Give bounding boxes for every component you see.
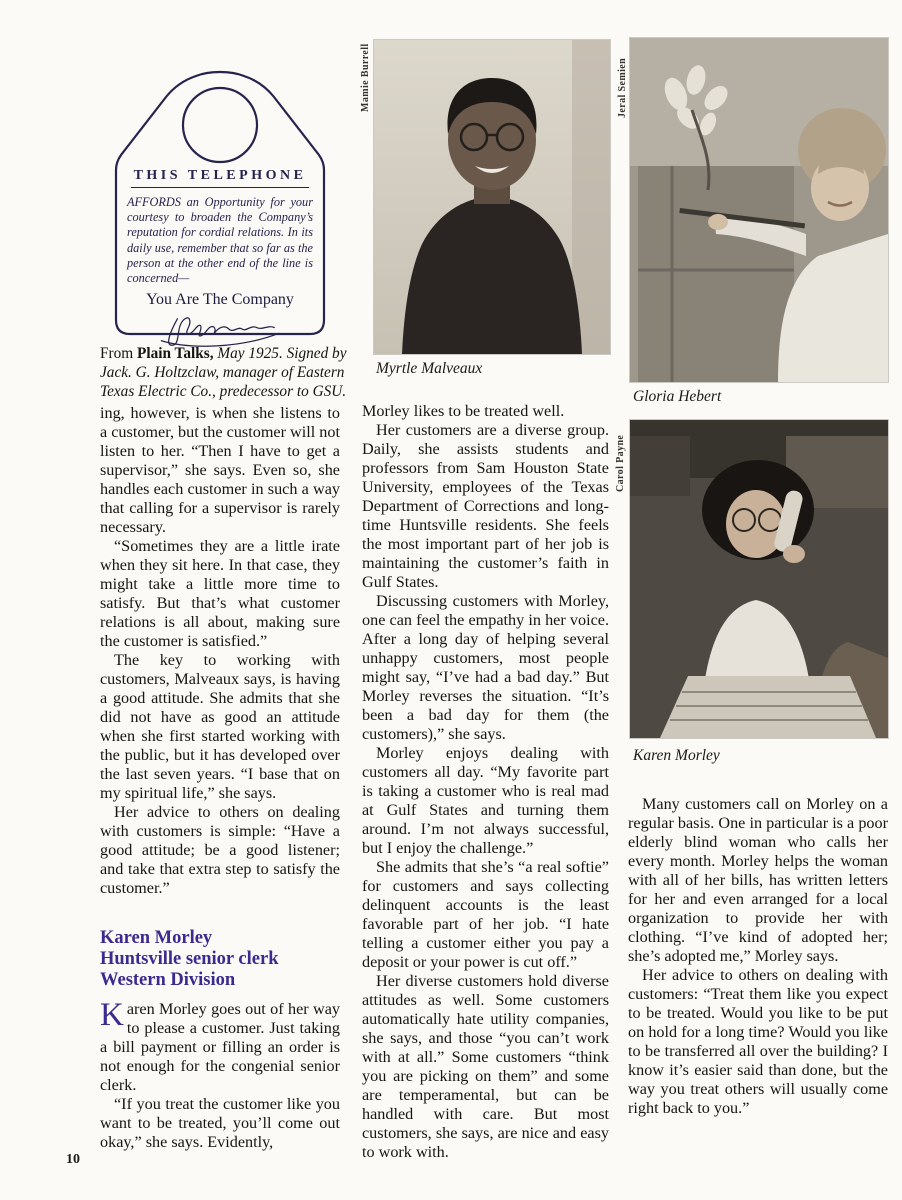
paragraph: Her customers are a diverse group. Daily, she assists students and professors from Sam Houston State University, employees of the Texas Department of Corrections and long-time Huntsville residents. She feels the most important part of her job is maintaining the customer’s faith in Gulf States. bbox=[362, 421, 609, 591]
tag-caption-source: Plain Talks, bbox=[136, 345, 214, 362]
paragraph: She admits that she’s “a real softie” for customers and says collecting delinquent accounts is the least favorable part of her job. “I hate telling a customer either you pay a deposit or your power is cut off.” bbox=[362, 858, 609, 971]
article-column-2 bbox=[362, 402, 609, 1162]
photo-gloria-hebert bbox=[630, 38, 888, 382]
telephone-tag bbox=[100, 40, 340, 338]
heading-name: Karen Morley bbox=[100, 928, 213, 948]
tag-caption-rest: May 1925. Signed by Jack. G. Holtzclaw, manager of Eastern Texas Electric Co., predecessor to GSU. bbox=[100, 345, 347, 400]
paragraph-dropcap bbox=[100, 997, 340, 1095]
photo-myrtle-malveaux bbox=[374, 40, 610, 354]
paragraph: Morley enjoys dealing with customers all day. “My favorite part is taking a customer who is real mad at Gulf States and turning them around. I’m not always successful, but I enjoy the challenge.” bbox=[362, 744, 609, 857]
heading-title: Huntsville senior clerk bbox=[100, 949, 279, 969]
section-heading-karen-morley bbox=[100, 928, 340, 991]
paragraph: “Sometimes they are a little irate when they sit here. In that case, they might take a little more time to satisfy. But that’s what customer relations is all about, making sure the customer is satisfied.” bbox=[100, 537, 340, 650]
paragraph-text: aren Morley goes out of her way to please a customer. Just taking a bill payment or filling an order is not enough for the congenial senior clerk. bbox=[100, 1000, 340, 1094]
photo-caption: Karen Morley bbox=[633, 747, 720, 764]
photo-credit: Carol Payne bbox=[615, 434, 626, 492]
paragraph: Discussing customers with Morley, one can feel the empathy in her voice. After a long day of helping several unhappy customers, most people might say, “I’ve had a bad day.” But Morley reverses the situation. “It’s been a bad day for them (the customers),” she says. bbox=[362, 592, 609, 743]
tag-body-text: AFFORDS an Opportunity for your courtesy to broaden the Company’s reputation for cordial relations. In its daily use, remember that so far as the person at the other end of the line is concerned— bbox=[127, 195, 313, 286]
heading-division: Western Division bbox=[100, 970, 236, 990]
tag-tagline: You Are The Company bbox=[146, 291, 294, 309]
tag-caption bbox=[100, 344, 350, 401]
paragraph: ing, however, is when she listens to a customer, but the customer will not listen to her. “Then I have to get a supervisor,” she says. Even so, she handles each customer in such a way that calling for a supervisor is rarely necessary. bbox=[100, 404, 340, 536]
photo-caption: Myrtle Malveaux bbox=[376, 360, 483, 377]
tag-caption-from: From bbox=[100, 345, 137, 362]
paragraph: The key to working with customers, Malveaux says, is having a good attitude. She admits that she did not have as good an attitude when she first started working with the public, but it has developed over the last seven years. “I base that on my spiritual life,” she says. bbox=[100, 651, 340, 802]
drop-cap: K bbox=[100, 997, 124, 1033]
paragraph: Her advice to others on dealing with customers: “Treat them like you expect to be treated. Would you like to be put on hold for a long time? Would you like to be transferred all over the building? I know it’s easier said than done, but the way you treat others will usually come right back to you.” bbox=[628, 966, 888, 1117]
telephone-tag-content bbox=[127, 168, 313, 356]
photo-credit: Mamie Burrell bbox=[360, 43, 371, 112]
photo-credit: Jeral Semien bbox=[617, 57, 628, 118]
paragraph: “If you treat the customer like you want to be treated, you’ll come out okay,” she says. Evidently, bbox=[100, 1095, 340, 1151]
article-column-1 bbox=[100, 404, 340, 1152]
paragraph: Her diverse customers hold diverse attitudes as well. Some customers automatically hate utility companies, she says, and those “you can’t work with at all.” Some customers “think you are picking on them” and some are temperamental, but can be handled with care. But most customers, she says, are nice and easy to work with. bbox=[362, 972, 609, 1161]
paragraph: Her advice to others on dealing with customers is simple: “Have a good attitude; be a good listener; and take that extra step to satisfy the customer.” bbox=[100, 803, 340, 897]
article-column-3 bbox=[628, 795, 888, 1118]
hanger-hole-icon bbox=[183, 88, 257, 162]
tag-title: THIS TELEPHONE bbox=[133, 168, 307, 183]
paragraph: Many customers call on Morley on a regular basis. One in particular is a poor elderly blind woman who calls her every month. Morley helps the woman with all of her bills, has written letters for her and even arranged for a local organization to provide her with clothing. “I’ve kind of adopted her; she’s adopted me,” Morley says. bbox=[628, 795, 888, 965]
paragraph: Morley likes to be treated well. bbox=[362, 402, 565, 420]
page-number: 10 bbox=[66, 1152, 80, 1167]
photo-caption: Gloria Hebert bbox=[633, 388, 722, 405]
tag-rule bbox=[131, 187, 309, 188]
photo-karen-morley bbox=[630, 420, 888, 738]
